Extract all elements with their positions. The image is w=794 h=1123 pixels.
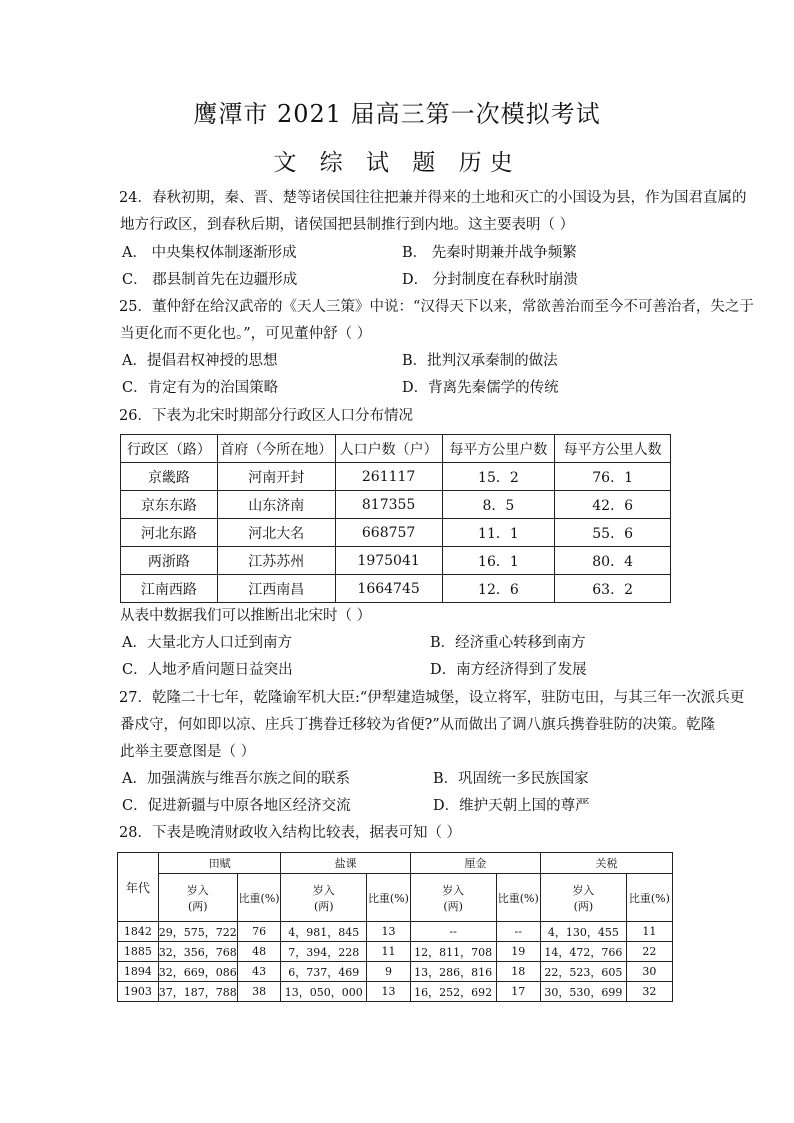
header-people-per-km2: 每平方公里人数: [555, 435, 671, 463]
table-cell: 261117: [335, 463, 442, 491]
subheader-amount: [158, 874, 237, 922]
subheader-ratio: 比重(%): [496, 874, 541, 922]
subheader-ratio: 比重(%): [237, 874, 281, 922]
q26-option-c[interactable]: C．人地矛盾问题日益突出: [122, 662, 293, 678]
table-cell: 19: [496, 942, 541, 962]
table-cell: 江西南昌: [217, 575, 335, 603]
subheader-amount-label: 岁入: [572, 883, 595, 897]
table-cell: 江南西路: [121, 575, 218, 603]
q24-stem-line1: 24．春秋初期，秦、晋、楚等诸侯国往往把兼并得来的土地和灭亡的小国设为县，作为国君直属的: [119, 190, 747, 206]
table-cell: 16．1: [442, 547, 555, 575]
header-households-per-km2: 每平方公里户数: [442, 435, 555, 463]
table-cell: 9: [367, 962, 411, 982]
table-cell: 1885: [118, 942, 159, 962]
subheader-ratio: 比重(%): [367, 874, 411, 922]
table-cell: 13，050，000: [281, 982, 367, 1002]
q27-stem-line3: 此举主要意图是（ ）: [120, 744, 256, 760]
subheader-amount-unit: (两): [187, 899, 208, 913]
table-cell: 13: [367, 922, 411, 942]
table-cell: 32: [626, 982, 672, 1002]
q25-option-d[interactable]: D．背离先秦儒学的传统: [402, 380, 559, 396]
subheader-amount-unit: (两): [573, 899, 594, 913]
table-cell: 13，286，816: [410, 962, 496, 982]
subheader-amount-unit: (两): [313, 899, 334, 913]
table-subheader-row: [118, 874, 673, 922]
table-cell: 817355: [335, 491, 442, 519]
q26-population-table: [120, 434, 671, 603]
table-cell: 63．2: [555, 575, 671, 603]
q27-option-c[interactable]: C．促进新疆与中原各地区经济交流: [122, 798, 351, 814]
table-cell: --: [410, 922, 496, 942]
table-cell: 76．1: [555, 463, 671, 491]
table-cell: 11: [367, 942, 411, 962]
table-cell: 32，356，768: [158, 942, 237, 962]
subheader-amount: [281, 874, 367, 922]
header-likin: 厘金: [410, 853, 540, 874]
table-cell: 22，523，605: [541, 962, 627, 982]
header-capital: 首府（今所在地）: [217, 435, 335, 463]
table-cell: 京东东路: [121, 491, 218, 519]
q24-stem-line2: 地方行政区，到春秋后期，诸侯国把县制推行到内地。这主要表明（ ）: [120, 217, 575, 233]
q25-stem-line2: 当更化而不更化也。”，可见董仲舒（ ）: [120, 326, 372, 342]
table-cell: 22: [626, 942, 672, 962]
table-cell: 两浙路: [121, 547, 218, 575]
table-row: [121, 575, 671, 603]
table-row: [121, 463, 671, 491]
table-cell: 17: [496, 982, 541, 1002]
table-cell: 29，575，722: [158, 922, 237, 942]
table-cell: 55．6: [555, 519, 671, 547]
q24-option-c[interactable]: C． 郡县制首先在边疆形成: [122, 272, 298, 288]
table-cell: 河南开封: [217, 463, 335, 491]
table-cell: 1894: [118, 962, 159, 982]
table-cell: --: [496, 922, 541, 942]
table-cell: 1664745: [335, 575, 442, 603]
table-row: [118, 942, 673, 962]
q26-stem-line2: 从表中数据我们可以推断出北宋时（ ）: [120, 608, 372, 624]
q25-option-a[interactable]: A．提倡君权神授的思想: [122, 353, 278, 369]
table-cell: 48: [237, 942, 281, 962]
table-cell: 河北东路: [121, 519, 218, 547]
q28-revenue-table: [117, 852, 673, 1002]
table-cell: 76: [237, 922, 281, 942]
table-cell: 32，669，086: [158, 962, 237, 982]
table-cell: 11: [626, 922, 672, 942]
q24-option-d[interactable]: D． 分封制度在春秋时崩溃: [402, 272, 578, 288]
q26-option-d[interactable]: D．南方经济得到了发展: [430, 662, 587, 678]
header-households: 人口户数（户）: [335, 435, 442, 463]
table-row: [118, 982, 673, 1002]
table-row: [121, 519, 671, 547]
exam-title: 鹰潭市 2021 届高三第一次模拟考试: [193, 100, 601, 128]
q25-option-c[interactable]: C．肯定有为的治国策略: [122, 380, 279, 396]
q24-option-a[interactable]: A． 中央集权体制逐渐形成: [122, 245, 297, 261]
q27-option-a[interactable]: A．加强满族与维吾尔族之间的联系: [122, 771, 350, 787]
table-header-row: [121, 435, 671, 463]
table-cell: 42．6: [555, 491, 671, 519]
table-cell: 38: [237, 982, 281, 1002]
table-cell: 14，472，766: [541, 942, 627, 962]
q26-stem-line1: 26．下表为北宋时期部分行政区人口分布情况: [119, 408, 413, 424]
table-row: [121, 547, 671, 575]
exam-subtitle: 文 综 试 题 历史: [273, 150, 521, 176]
header-year: 年代: [118, 853, 159, 922]
subheader-ratio: 比重(%): [626, 874, 672, 922]
table-cell: 18: [496, 962, 541, 982]
table-cell: 7，394，228: [281, 942, 367, 962]
table-cell: 4，130，455: [541, 922, 627, 942]
table-cell: 江苏苏州: [217, 547, 335, 575]
table-cell: 668757: [335, 519, 442, 547]
q27-stem-line1: 27．乾隆二十七年，乾隆谕军机大臣:“伊犁建造城堡，设立将军，驻防屯田，与其三年一次派兵更: [119, 690, 745, 706]
q25-stem-line1: 25．董仲舒在给汉武帝的《天人三策》中说：“汉得天下以来，常欲善治而至今不可善治者，失之于: [119, 299, 754, 315]
header-customs: 关税: [541, 853, 673, 874]
table-cell: 1975041: [335, 547, 442, 575]
table-group-header-row: [118, 853, 673, 874]
table-cell: 12，811，708: [410, 942, 496, 962]
header-region: 行政区（路）: [121, 435, 218, 463]
table-cell: 13: [367, 982, 411, 1002]
subheader-amount-unit: (两): [443, 899, 463, 913]
header-salt-tax: 盐课: [281, 853, 410, 874]
subheader-amount-label: 岁入: [442, 883, 465, 897]
subheader-amount-label: 岁入: [186, 883, 209, 897]
q25-option-b[interactable]: B．批判汉承秦制的做法: [402, 353, 558, 369]
table-cell: 37，187，788: [158, 982, 237, 1002]
table-row: [121, 491, 671, 519]
table-cell: 15．2: [442, 463, 555, 491]
q27-stem-line2: 番戍守，何如即以凉、庄兵丁携眷迁移较为省便?”从而做出了调八旗兵携眷驻防的决策。乾隆: [120, 717, 716, 733]
header-land-tax: 田赋: [158, 853, 281, 874]
table-cell: 京畿路: [121, 463, 218, 491]
table-cell: 30: [626, 962, 672, 982]
q26-option-a[interactable]: A．大量北方人口迁到南方: [122, 635, 292, 651]
table-cell: 30，530，699: [541, 982, 627, 1002]
q27-option-d[interactable]: D．维护天朝上国的尊严: [433, 798, 590, 814]
q26-option-b[interactable]: B．经济重心转移到南方: [430, 635, 586, 651]
table-cell: 12．6: [442, 575, 555, 603]
table-cell: 1903: [118, 982, 159, 1002]
table-cell: 4，981，845: [281, 922, 367, 942]
subheader-amount: [541, 874, 627, 922]
table-cell: 6，737，469: [281, 962, 367, 982]
q28-stem-line1: 28．下表是晚清财政收入结构比较表，据表可知（ ）: [119, 825, 462, 841]
table-cell: 16，252，692: [410, 982, 496, 1002]
table-cell: 1842: [118, 922, 159, 942]
table-cell: 43: [237, 962, 281, 982]
table-cell: 11．1: [442, 519, 555, 547]
q24-option-b[interactable]: B． 先秦时期兼并战争频繁: [402, 245, 577, 261]
table-row: [118, 962, 673, 982]
table-cell: 山东济南: [217, 491, 335, 519]
table-cell: 河北大名: [217, 519, 335, 547]
subheader-amount-label: 岁入: [312, 883, 335, 897]
table-cell: 80．4: [555, 547, 671, 575]
q27-option-b[interactable]: B．巩固统一多民族国家: [433, 771, 589, 787]
subheader-amount: [410, 874, 496, 922]
table-row: [118, 922, 673, 942]
table-cell: 8．5: [442, 491, 555, 519]
